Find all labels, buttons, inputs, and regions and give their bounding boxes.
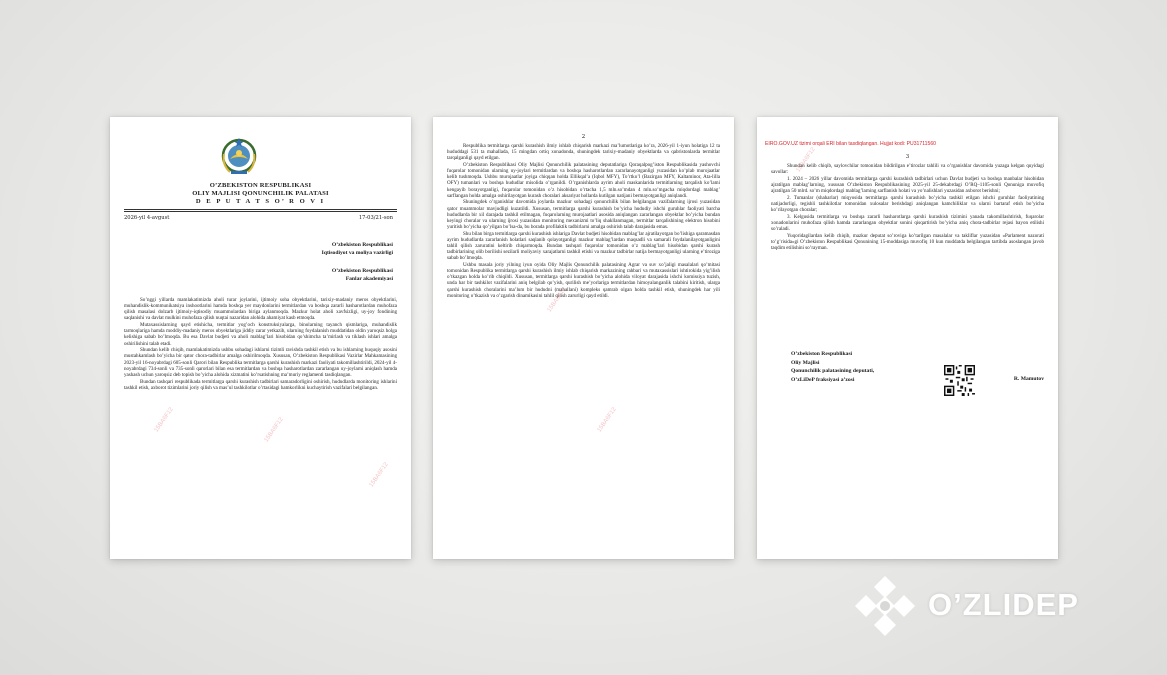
paragraph: 1. 2024 – 2026 yillar davomida termitlarga qarshi kurashish tadbirlari uchun Davlat budjeti va boshqa manbalar hisobidan ajratilgan mablag’larning, xususan O’zbekiston Respublikasining 2025-yil 25-dekabrdagi O’RQ–1105-sonli Qonuniga muvofiq ajratilgan 50 mlrd. so’m miqdordagi mablag’larning sarflanish holati va yo’nalishlari yuzasidan axborot berishni; <box>771 175 1044 195</box>
page-number: 3 <box>905 154 910 160</box>
document-date: 2026-yil 4-avgust <box>124 215 170 221</box>
paragraph: Mutaxassislarning qayd etishicha, termitlar yog’och konstruksiyalarga, binolarning tayanch qismlariga, muhandislik tarmoqlariga hamda moddiy-madaniy meros obyektlariga jiddiy zarar yetkazib, ularning foydalanish muddatidan oldin yaroqsiz holga kelishiga sabab bo’lmoqda. Bu esa Davlat budjeti va aholi mablag’lari hisobidan qo’shimcha ta’mirlash va tiklash ishlari amalga oshirilishini talab etadi. <box>124 322 397 347</box>
document-page-1 <box>110 117 411 559</box>
party-logo-text: O’ZLIDEP <box>928 587 1079 622</box>
party-logo-icon <box>852 573 918 639</box>
addressee-block-1 <box>322 241 393 257</box>
page-1-body <box>124 297 397 391</box>
signature-block <box>791 350 874 384</box>
page-number: 2 <box>581 134 586 140</box>
qr-code-icon <box>944 365 975 396</box>
header-divider <box>124 211 397 212</box>
signature-line: Qonunchilik palatasining deputati, <box>791 368 875 374</box>
paragraph: So’nggi yillarda mamlakatimizda aholi turar joylarini, ijtimoiy soha obyektlarini, tarixiy-madaniy meros obyektlarini, muhandislik-kommunikatsiya inshootlarini hamda boshqa yer maydonlarini termitlardan va boshqa zararli hasharotlardan muhofaza qilish masalasi dolzarb ijtimoiy-iqtisodiy muammolardan biriga aylanmoqda. Mazkur holat aholi xavfsizligi, uy-joy fondining saqlanishi va davlat mulkini muhofaza qilish nuqtai nazaridan alohida ahamiyat kasb etmoqda. <box>124 297 397 322</box>
paragraph: O’zbekiston Respublikasi Oliy Majlisi Qonunchilik palatasining deputatlariga Qoraqalpog’iston Respublikasida yashovchi fuqarolar tomonidan ularning uy-joylari termitlardan va boshqa hasharotlardan zararlanayotganligi yuzasidan ko’plab murojaatlar kelib tushmoqda. Ushbu murojaatlar joyiga chiqqan holda Ellikqal’a (Iqbol MFY), To’rtko’l (Bazirgan MFY, Kaltaminor, Ata-lilla OFY) tumanlari va boshqa hududlar misolida o’rganildi. O’rganishlarda ayrim aholi maskanlarida termitlarning tarqalish ko’lami kengayib borayotganligi, fuqarolar tomonidan o’z hisobidan o’rtacha 1,5 mln.so’mdan 4 mln.so’mgacha miqdordagi mablag’ sarflangan holda amalga oshirilayotgan kurash choralari aksariyat hollarda kutilgan natijani bermayotganligi aniqlandi. <box>447 161 720 199</box>
addressee-line: O’zbekiston Respublikasi <box>331 268 393 274</box>
organization-line-2: OLIY MAJLISI QONUNCHILIK PALATASI <box>192 190 329 197</box>
watermark: 15BA6F12 <box>795 146 817 174</box>
signature-line: O’zbekiston Respublikasi <box>791 351 853 357</box>
header-divider <box>124 209 397 210</box>
paragraph: 2. Tumanlar (shaharlar) miqyosida termitlarga qarshi kurashish bo’yicha tashkil etilgan ishchi guruhlar faoliyatining natijadorligi, tegishli tashkilotlar tomonidan xulosalar berishdagi aniqlangan kamchiliklar va ularni bartaraf etish bo’yicha ko’rilayotgan choralar; <box>771 194 1044 214</box>
watermark: 15BA6F12 <box>368 461 390 489</box>
paragraph: 3. Kelgusida termitlarga va boshqa zararli hasharotlarga qarshi kurashish tizimini yanada takomillashtirish, fuqarolar xonadonlarini muhofaza qilish hamda zararlangan obyektlar sonini qisqartirish bo’yicha aniq chora-tadbirlar rejasi bayon etilishi so’raladi. <box>771 213 1044 233</box>
paragraph: Respublika termitlarga qarshi kurashish ilmiy ishlab chiqarish markazi ma’lumotlariga ko’ra, 2026-yil 1-iyun holatiga 12 ta hududdagi 531 ta mahallada, 15 mingdan ortiq xonadonda, shuningdek tarixiy-madaniy obyektlarda va qabristonlarda termitlar tarqalganligi qayd etilgan. <box>447 143 720 162</box>
addressee-line: Fanlar akademiyasi <box>345 276 393 282</box>
paragraph: Shundan kelib chiqib, mamlakatimizda ushbu sohadagi ishlarni tizimli ravishda tashkil etish va bu ishlarning huquqiy asosini mustahkamlash bo’yicha bir qator chora-tadbirlar amalga oshirilmoqda. Xususan, O’zbekiston Respublikasi Vazirlar Mahkamasining 2023-yil 16-noyabrdagi 605-sonli Qarori bilan Respublika termitlarga qarshi kurashish markazi faoliyati takomillashtirildi, 2024-yil 4-noyabrdagi 734-sonli va 735-sonli qarorlari bilan esa termitlardan va boshqa hasharotlardan zararlangan uy-joylarni aniqlash hamda yashash uchun yaroqsiz deb topish bo’yicha alohida xizmatini ko’rsatishning ma’muriy reglamenti tasdiqlangan. <box>124 347 397 378</box>
page-3-body <box>771 163 1044 252</box>
state-emblem-icon <box>220 137 258 177</box>
page-2-body <box>447 143 720 299</box>
paragraph: Ushbu masala joriy yilning iyun oyida Oliy Majlis Qonunchilik palatasining Agrar va suv xo’jaligi masalalari qo’mitasi tomonidan Respublika termitlarga qarshi kurashish ilmiy ishlab chiqarish markazining rahbari va mutaxassislari ishtirokida yig’ilish o’tkazgan holda ko’rib chiqildi. Xususan, termitlarga qarshi kurashish bo’yicha alohida viloyat darajasida ishchi komissiya tuzish, unda har bir tashkilot vazifalarini aniq belgilab qo’yish, qurilish me’yorlariga termitlardan himoyalanganlik talabini kiritish, ularga qarshi kurashish choralarini ma’lum bir hududni (mahallani) kompleks qamrab olgan holda tashkil etish, shuningdek har yili monitoring o’tkazish va o’zgarish dinamikasini tahlil qilish zarurligi qayd etildi. <box>447 261 720 299</box>
addressee-line: O’zbekiston Respublikasi <box>331 242 393 248</box>
signature-line: O’zLiDeP fraksiyasi a’zosi <box>791 376 855 383</box>
paragraph: Shu bilan birga termitlarga qarshi kurashish ishlariga Davlat budjeti hisobidan mablag’lar ajratilayotgan bo’lishiga qaramasdan ayrim hududlarda zararlanish holatlari saqlanib qolayotganligi mazkur mablag’lardan maqsadli va samarali foydalanilayotganligini tahlil qilish zaruratini keltirib chiqarmoqda. Bundan tashqari fuqarolar tomonidan o’z mablag’lari hisobidan qarshi kurash tadbirlarining olib borilishi sezilarli moliyaviy xarajatlarni tashkil etishi va mazkur tadbirlar natija bermayotganligi ularning e’tiroziga sabab bo’lmoqda. <box>447 230 720 262</box>
document-page-2 <box>433 117 734 559</box>
paragraph: Shundan kelib chiqib, saylovchilar tomonidan bildirilgan e’tirozlar tahlili va o’rganishlar davomida yuzaga kelgan quyidagi savollar: <box>771 163 1044 176</box>
e-signature-stamp: EIRO.GOV.UZ tizimi orqali ERI bilan tasdiqlangan. Hujjat kodi: PU31711560 <box>765 141 937 147</box>
watermark: 15BA6F12 <box>546 286 568 314</box>
paragraph: Yuqoridagilardan kelib chiqib, mazkur deputat so’roviga ko’tarilgan masalalar va takliflar yuzasidan «Parlament nazorati to’g’risida»gi O’zbekiston Respublikasi Qonunining 15-moddasiga muvofiq 10 kun muddatda belgilangan tartibda asoslangan javob taqdim etilishini so’rayman. <box>771 232 1044 252</box>
signatory-name: R. Mamutov <box>1013 376 1044 382</box>
addressee-line: Iqtisodiyot va moliya vazirligi <box>321 250 393 256</box>
paragraph: Shuningdek o’rganishlar davomida joylarda mazkur sohadagi qonunchilik bilan belgilangan vazifalarning ijrosi yuzasidan qator muammolar mavjudligi kuzatildi. Xususan, termitlarga qarshi kurashish bo’yicha hududiy ishchi guruhlar faoliyati barcha hududlarda bir xil darajada tashkil etilmagan, fuqarolarning murojaatlari asosida aniqlangan zararlangan obyektlar bo’yicha bundan keyingi choralar va ularning ijrosi yuzasidan monitoring mexanizmi to’liq shakllanmagan, termitlar tarqalishining elektron hisobini yuritish bo’yicha qo’yilgan bo’lsa-da, bu borada profilaktik tadbirlarni amalga oshirish talab darajasida emas. <box>447 199 720 231</box>
document-page-3 <box>757 117 1058 559</box>
document-type-line: D E P U T A T S O’ R O V I <box>195 198 326 205</box>
addressee-block-2 <box>332 267 393 283</box>
watermark: 15BA6F12 <box>596 406 618 434</box>
signature-line: Oliy Majlisi <box>791 359 820 366</box>
organization-line-1: O’ZBEKISTON RESPUBLIKASI <box>209 182 312 189</box>
document-number: 17-03/21-son <box>358 215 393 221</box>
watermark: 15BA6F12 <box>153 406 175 434</box>
party-logo <box>852 573 1079 639</box>
watermark: 15BA6F12 <box>263 416 285 444</box>
paragraph: Bundan tashqari respublikada termitlarga qarshi kurashish tadbirlari samaradorligini oshirish, hududlarda monitoring ishlarini tashkil etish, axborot tizimlarini joriy qilish va mas’ul tashkilotlar o’rtasidagi hamkorlikni kuchaytirish vazifalari belgilangan. <box>124 378 397 391</box>
